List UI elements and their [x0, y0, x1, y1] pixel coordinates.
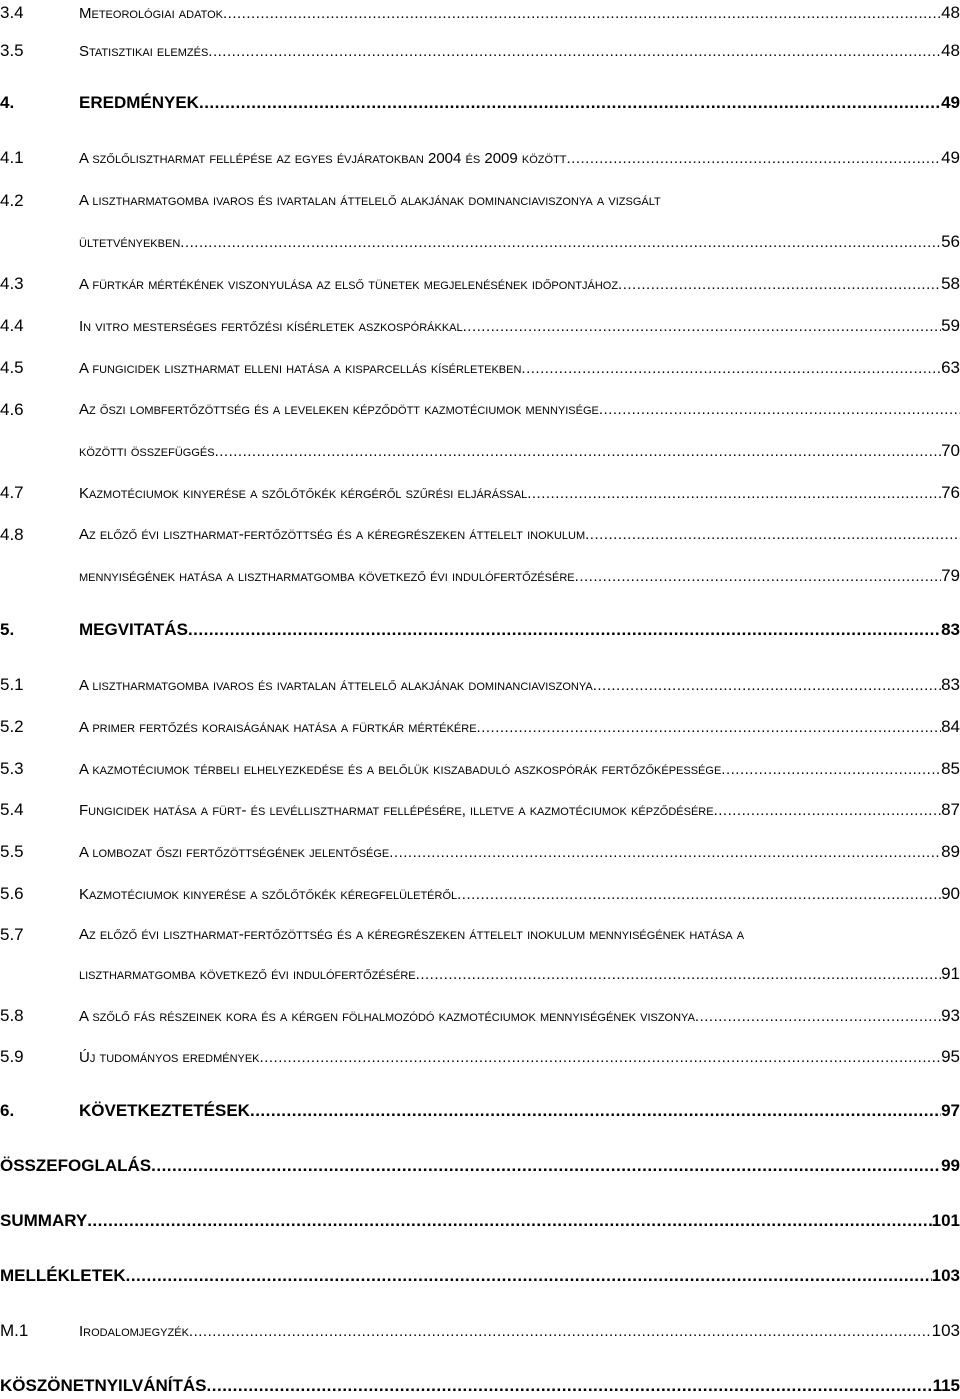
toc-entry-line	[79, 522, 960, 548]
toc-entry-title: Fungicidek hatása a fürt- és levéllisztharmat fellépésére, illetve a kazmotéciumok képződésére	[79, 802, 714, 819]
toc-dot-leader	[416, 962, 941, 988]
toc-page-number: 103	[931, 1321, 960, 1340]
toc-page-number: 90	[941, 884, 960, 903]
toc-entry-title: A szőlő fás részeinek kora és a kérgen fölhalmozódó kazmotéciumok mennyiségének viszonya	[79, 1008, 695, 1025]
toc-page-number: 97	[941, 1101, 960, 1120]
toc-entry-title: A lisztharmatgomba ivaros és ivartalan áttelelő alakjának dominanciaviszonya a vizsgált	[79, 192, 661, 209]
toc-entry[interactable]	[0, 313, 960, 339]
toc-entry[interactable]	[0, 839, 960, 865]
toc-entry-number: 4.6	[0, 400, 24, 419]
toc-dot-leader	[151, 1153, 941, 1179]
toc-entry-line	[79, 961, 960, 988]
toc-entry-line	[79, 313, 960, 340]
toc-dot-leader	[521, 356, 941, 382]
toc-entry-line	[79, 188, 960, 214]
toc-entry-line	[79, 672, 960, 699]
toc-dot-leader	[189, 1319, 932, 1345]
toc-dot-leader	[567, 146, 942, 172]
toc-entry-line	[79, 881, 960, 908]
toc-entry-number: 4.7	[0, 483, 24, 502]
toc-entry-title: KÖSZÖNETNYILVÁNÍTÁS	[0, 1376, 207, 1395]
toc-entry-title: Új tudományos eredmények	[79, 1049, 260, 1066]
toc-page-number: 103	[931, 1266, 960, 1285]
toc-entry[interactable]	[0, 756, 960, 782]
toc-page-number: 87	[941, 800, 960, 819]
toc-dot-leader	[188, 617, 941, 643]
toc-entry-title: A fungicidek lisztharmat elleni hatása a kisparcellás kísérletekben	[79, 360, 522, 377]
toc-entry-title: Az előző évi lisztharmat-fertőzöttség és a kéregrészeken áttelelt inokulum	[79, 526, 586, 543]
toc-entry[interactable]	[0, 229, 960, 255]
toc-page-number: 49	[941, 93, 960, 112]
toc-entry[interactable]	[0, 1208, 960, 1234]
toc-entry[interactable]	[0, 1044, 960, 1070]
toc-page-number: 48	[941, 41, 960, 60]
toc-entry[interactable]	[0, 1003, 960, 1029]
toc-entry-number: 4.8	[0, 525, 24, 544]
toc-entry-title: Meteorológiai adatok	[79, 5, 224, 22]
toc-dot-leader	[389, 840, 941, 866]
toc-page-number: 85	[941, 759, 960, 778]
toc-entry-title: Az őszi lombfertőzöttség és a leveleken képződött kazmotéciumok mennyisége	[79, 401, 599, 418]
toc-entry-title: Kazmotéciumok kinyerése a szőlőtőkék kéregfelületéről	[79, 886, 458, 903]
toc-entry-number: 5.6	[0, 884, 24, 903]
toc-entry-number: 4.3	[0, 274, 24, 293]
toc-page-number: 49	[941, 148, 960, 167]
toc-entry-line	[79, 397, 960, 423]
toc-page-number: 95	[941, 1047, 960, 1066]
toc-page-number: 83	[941, 620, 960, 639]
toc-entry[interactable]	[0, 922, 960, 948]
toc-entry-number: 4.2	[0, 191, 24, 210]
toc-entry-number: 4.4	[0, 316, 24, 335]
toc-entry[interactable]	[0, 355, 960, 381]
toc-entry-title: SUMMARY	[0, 1211, 88, 1230]
toc-entry-title: Irodalomjegyzék	[79, 1323, 189, 1340]
toc-entry-number: 5.9	[0, 1047, 24, 1066]
toc-page-number: 58	[941, 274, 960, 293]
toc-entry[interactable]	[0, 617, 960, 643]
toc-entry-title: A fürtkár mértékének viszonyulása az első tünetek megjelenésének időpontjához	[79, 276, 619, 293]
toc-page-number: 91	[941, 964, 960, 983]
toc-page-number: 56	[941, 232, 960, 251]
toc-dot-leader	[695, 1004, 941, 1030]
toc-dot-leader	[721, 757, 941, 783]
toc-entry-title: lisztharmatgomba következő évi indulófertőzésére	[79, 966, 416, 983]
toc-entry[interactable]	[0, 438, 960, 464]
toc-entry[interactable]	[0, 1373, 960, 1399]
toc-entry-number: 5.	[0, 620, 15, 639]
toc-entry-line	[79, 38, 960, 65]
toc-dot-leader	[593, 673, 941, 699]
toc-entry-line	[79, 617, 960, 643]
toc-entry-title: Statisztikai elemzés	[79, 43, 209, 60]
toc-entry-title: A primer fertőzés koraiságának hatása a fürtkár mértékére	[79, 719, 477, 736]
toc-page-number: 59	[941, 316, 960, 335]
toc-dot-leader	[527, 481, 941, 507]
toc-entry-line	[79, 0, 960, 27]
toc-entry[interactable]	[0, 0, 960, 26]
toc-entry[interactable]	[0, 1318, 960, 1344]
toc-entry[interactable]	[0, 480, 960, 506]
toc-dot-leader	[585, 522, 960, 548]
toc-page-number: 79	[941, 566, 960, 585]
toc-dot-leader	[463, 314, 941, 340]
toc-entry-title: A lisztharmatgomba ivaros és ivartalan áttelelő alakjának dominanciaviszonya	[79, 677, 593, 694]
toc-dot-leader	[575, 564, 941, 590]
toc-entry-number: 5.2	[0, 717, 24, 736]
toc-dot-leader	[714, 798, 942, 824]
toc-entry-line	[79, 1044, 960, 1071]
toc-entry-number: 5.8	[0, 1006, 24, 1025]
toc-entry-line	[79, 797, 960, 824]
toc-entry-title: A kazmotéciumok térbeli elhelyezkedése és a belőlük kiszabaduló aszkospórák fertőzőképessége	[79, 761, 722, 778]
toc-entry-title: KÖVETKEZTETÉSEK	[79, 1101, 250, 1120]
toc-dot-leader	[180, 230, 941, 256]
toc-entry[interactable]	[0, 38, 960, 64]
toc-entry[interactable]	[0, 881, 960, 907]
toc-entry[interactable]	[0, 563, 960, 589]
toc-entry[interactable]	[0, 797, 960, 823]
toc-entry-title: In vitro mesterséges fertőzési kísérletek aszkospórákkal	[79, 318, 463, 335]
toc-page-number: 89	[941, 842, 960, 861]
toc-entry-title: MEGVITATÁS	[79, 620, 188, 639]
toc-entry[interactable]	[0, 271, 960, 297]
toc-entry-line	[79, 229, 960, 256]
toc-entry[interactable]	[0, 672, 960, 698]
toc-entry[interactable]	[0, 1153, 960, 1179]
toc-entry-title: Az előző évi lisztharmat-fertőzöttség és a kéregrészeken áttelelt inokulum mennyiségének hatása a	[79, 926, 745, 943]
toc-dot-leader	[457, 882, 941, 908]
toc-entry[interactable]	[0, 522, 960, 548]
toc-entry-line	[79, 145, 960, 172]
toc-entry-number: 3.4	[0, 3, 24, 22]
toc-dot-leader	[618, 272, 941, 298]
toc-entry-number: 3.5	[0, 41, 24, 60]
toc-entry-line	[79, 1318, 960, 1345]
toc-entry-line	[0, 1208, 960, 1234]
toc-entry-number: 4.1	[0, 148, 24, 167]
toc-page-number: 84	[941, 717, 960, 736]
toc-entry-line	[79, 563, 960, 590]
toc-entry[interactable]	[0, 397, 960, 423]
toc-dot-leader	[223, 1, 941, 27]
toc-entry[interactable]	[0, 90, 960, 116]
toc-dot-leader	[477, 715, 942, 741]
toc-entry-line	[79, 271, 960, 298]
toc-entry-line	[79, 839, 960, 866]
toc-entry-title: MELLÉKLETEK	[0, 1266, 126, 1285]
toc-entry-line	[0, 1263, 960, 1289]
toc-page-number: 76	[941, 483, 960, 502]
toc-dot-leader	[199, 90, 941, 116]
toc-entry-number: 4.	[0, 93, 15, 112]
toc-entry-line	[79, 438, 960, 465]
toc-entry-line	[79, 480, 960, 507]
toc-entry-number: 5.7	[0, 925, 24, 944]
toc-dot-leader	[87, 1208, 931, 1234]
toc-entry-title: közötti összefüggés	[79, 443, 215, 460]
toc-page-number: 70	[941, 441, 960, 460]
toc-entry-title: mennyiségének hatása a lisztharmatgomba következő évi indulófertőzésére	[79, 568, 575, 585]
toc-entry-number: 5.5	[0, 842, 24, 861]
toc-entry[interactable]	[0, 188, 960, 214]
toc-entry-title: A lombozat őszi fertőzöttségének jelentősége	[79, 844, 390, 861]
toc-page-number: 93	[941, 1006, 960, 1025]
toc-entry-title: Kazmotéciumok kinyerése a szőlőtőkék kérgéről szűrési eljárással	[79, 485, 528, 502]
toc-page-number: 99	[941, 1156, 960, 1175]
toc-entry-title: A szőlőlisztharmat fellépése az egyes évjáratokban 2004 és 2009 között	[79, 150, 567, 167]
toc-entry[interactable]	[0, 714, 960, 740]
toc-page-number: 48	[941, 3, 960, 22]
toc-entry[interactable]	[0, 1263, 960, 1289]
toc-entry-line	[79, 714, 960, 741]
toc-entry-line	[79, 922, 960, 948]
toc-entry-number: M.1	[0, 1321, 29, 1340]
toc-entry-line	[79, 1003, 960, 1030]
toc-entry-title: EREDMÉNYEK	[79, 93, 199, 112]
toc-dot-leader	[215, 439, 942, 465]
toc-dot-leader	[208, 39, 941, 65]
toc-entry[interactable]	[0, 145, 960, 171]
toc-page-number: 83	[941, 675, 960, 694]
toc-entry-number: 5.1	[0, 675, 24, 694]
toc-entry-number: 4.5	[0, 358, 24, 377]
toc-page-number: 101	[931, 1211, 960, 1230]
toc-dot-leader	[207, 1373, 933, 1399]
toc-entry-title: ültetvényekben	[79, 234, 181, 251]
toc-entry-line	[79, 90, 960, 116]
toc-dot-leader	[599, 397, 960, 423]
toc-entry-line	[79, 1098, 960, 1124]
toc-entry-line	[79, 355, 960, 382]
toc-dot-leader	[260, 1045, 942, 1071]
toc-dot-leader	[250, 1098, 941, 1124]
toc-page-number: 63	[941, 358, 960, 377]
toc-dot-leader	[126, 1263, 932, 1289]
toc-entry-line	[0, 1373, 960, 1399]
toc-page-number: 115	[932, 1376, 960, 1395]
toc-entry-number: 5.4	[0, 800, 24, 819]
toc-entry-number: 6.	[0, 1101, 15, 1120]
toc-entry-title: ÖSSZEFOGLALÁS	[0, 1156, 152, 1175]
toc-entry-number: 5.3	[0, 759, 24, 778]
toc-entry[interactable]	[0, 1098, 960, 1124]
toc-entry[interactable]	[0, 961, 960, 987]
toc-entry-line	[79, 756, 960, 783]
toc-entry-line	[0, 1153, 960, 1179]
